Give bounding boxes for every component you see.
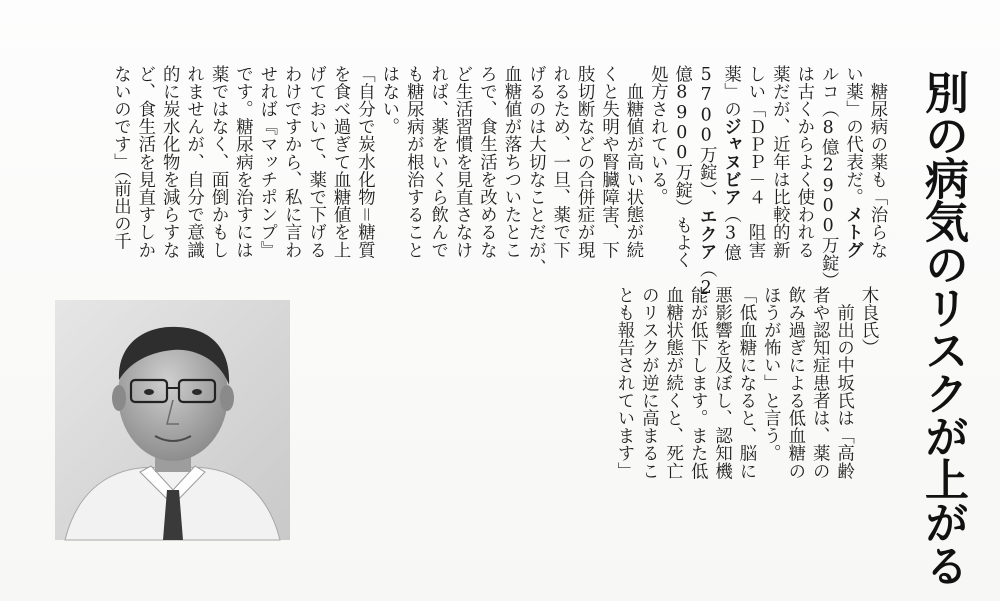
text-line: 億8900万錠）もよく	[671, 65, 692, 269]
text-line: れば、薬をいくら飲んで	[427, 65, 448, 259]
text-line: い薬」の代表だ。	[842, 65, 863, 206]
text-line: のリスクが逆に高まるこ	[638, 286, 659, 480]
text-line: 飲み過ぎによる低血糖の	[784, 286, 805, 480]
text-line: です。糖尿病を治すには	[232, 65, 253, 259]
text-line: 前出の中坂氏は「高齢	[833, 286, 854, 480]
text-line: 血糖値が落ちついたとこ	[500, 65, 521, 259]
text-line: （2	[696, 260, 717, 299]
text-line: 的に炭水化物を減らすな	[159, 65, 180, 259]
text-line: 糖尿病の薬も「治らな	[867, 65, 887, 259]
text-line: を食べ過ぎて血糖値を上	[330, 65, 351, 259]
text-line: とも報告されています」	[613, 286, 634, 480]
text-line: 血糖値が高い状態が続	[622, 65, 643, 259]
text-line: ろで、食生活を改めるな	[476, 65, 497, 259]
text-line: 薬」の	[720, 65, 741, 118]
text-line: 悪影響を及ぼし、認知機	[711, 286, 732, 480]
text-line: も糖尿病が根治すること	[403, 65, 424, 259]
text-line: せれば『マッチポンプ』	[256, 65, 277, 259]
text-line: は古くからよく使われる	[793, 65, 814, 259]
text-line: ほうが怖い」と言う。	[760, 286, 781, 462]
text-line: （3億	[720, 205, 741, 262]
text-line: はない。	[378, 65, 399, 136]
text-line: 者や認知症患者は、薬の	[809, 286, 830, 480]
text-line: 薬だが、近年は比較的新	[769, 65, 790, 259]
text-line: 血糖状態が続くと、死亡	[662, 286, 683, 480]
text-line: 木良氏）	[858, 286, 878, 357]
text-line: ど、食生活を見直すしか	[134, 65, 155, 259]
text-line: 「低血糖になると、脳に	[735, 286, 756, 480]
text-line: 能が低下します。また低	[687, 286, 708, 480]
text-line: わけですから、私に言わ	[281, 65, 302, 259]
text-line: 肢切断などの合併症が現	[574, 65, 595, 259]
text-line: くと失明や腎臓障害、下	[598, 65, 619, 259]
lower-text-column	[560, 286, 880, 526]
text-line: ルコ（8億2900万錠）	[818, 65, 839, 290]
text-line: 処方されている。	[647, 65, 668, 206]
article-headline: 別の病気のリスクが上がる	[917, 70, 968, 586]
text-line: 「自分で炭水化物＝糖質	[354, 65, 375, 259]
portrait-photo	[55, 300, 290, 540]
text-line: 5700万錠）、	[696, 65, 717, 208]
drug-name-bold: メトグ	[842, 205, 863, 259]
drug-name-bold: ジャヌビア	[720, 117, 741, 206]
text-line: ないのです」（前出の千	[110, 65, 131, 250]
drug-name-bold: エクア	[696, 207, 717, 261]
text-line: れませんが、自分で意識	[183, 65, 204, 259]
text-line: げるのは大切なことだが、	[525, 65, 546, 277]
text-line: ど生活習慣を見直さなけ	[452, 65, 473, 259]
text-line: 薬ではなく、面倒かもし	[208, 65, 229, 259]
text-line: げておいて、薬で下げる	[305, 65, 326, 259]
upper-text-column	[40, 65, 889, 299]
portrait-illustration	[55, 300, 290, 540]
text-line: しい「ＤＰＰ－４ 阻害	[744, 65, 765, 259]
text-line: れるため、一旦、薬で下	[549, 65, 570, 259]
